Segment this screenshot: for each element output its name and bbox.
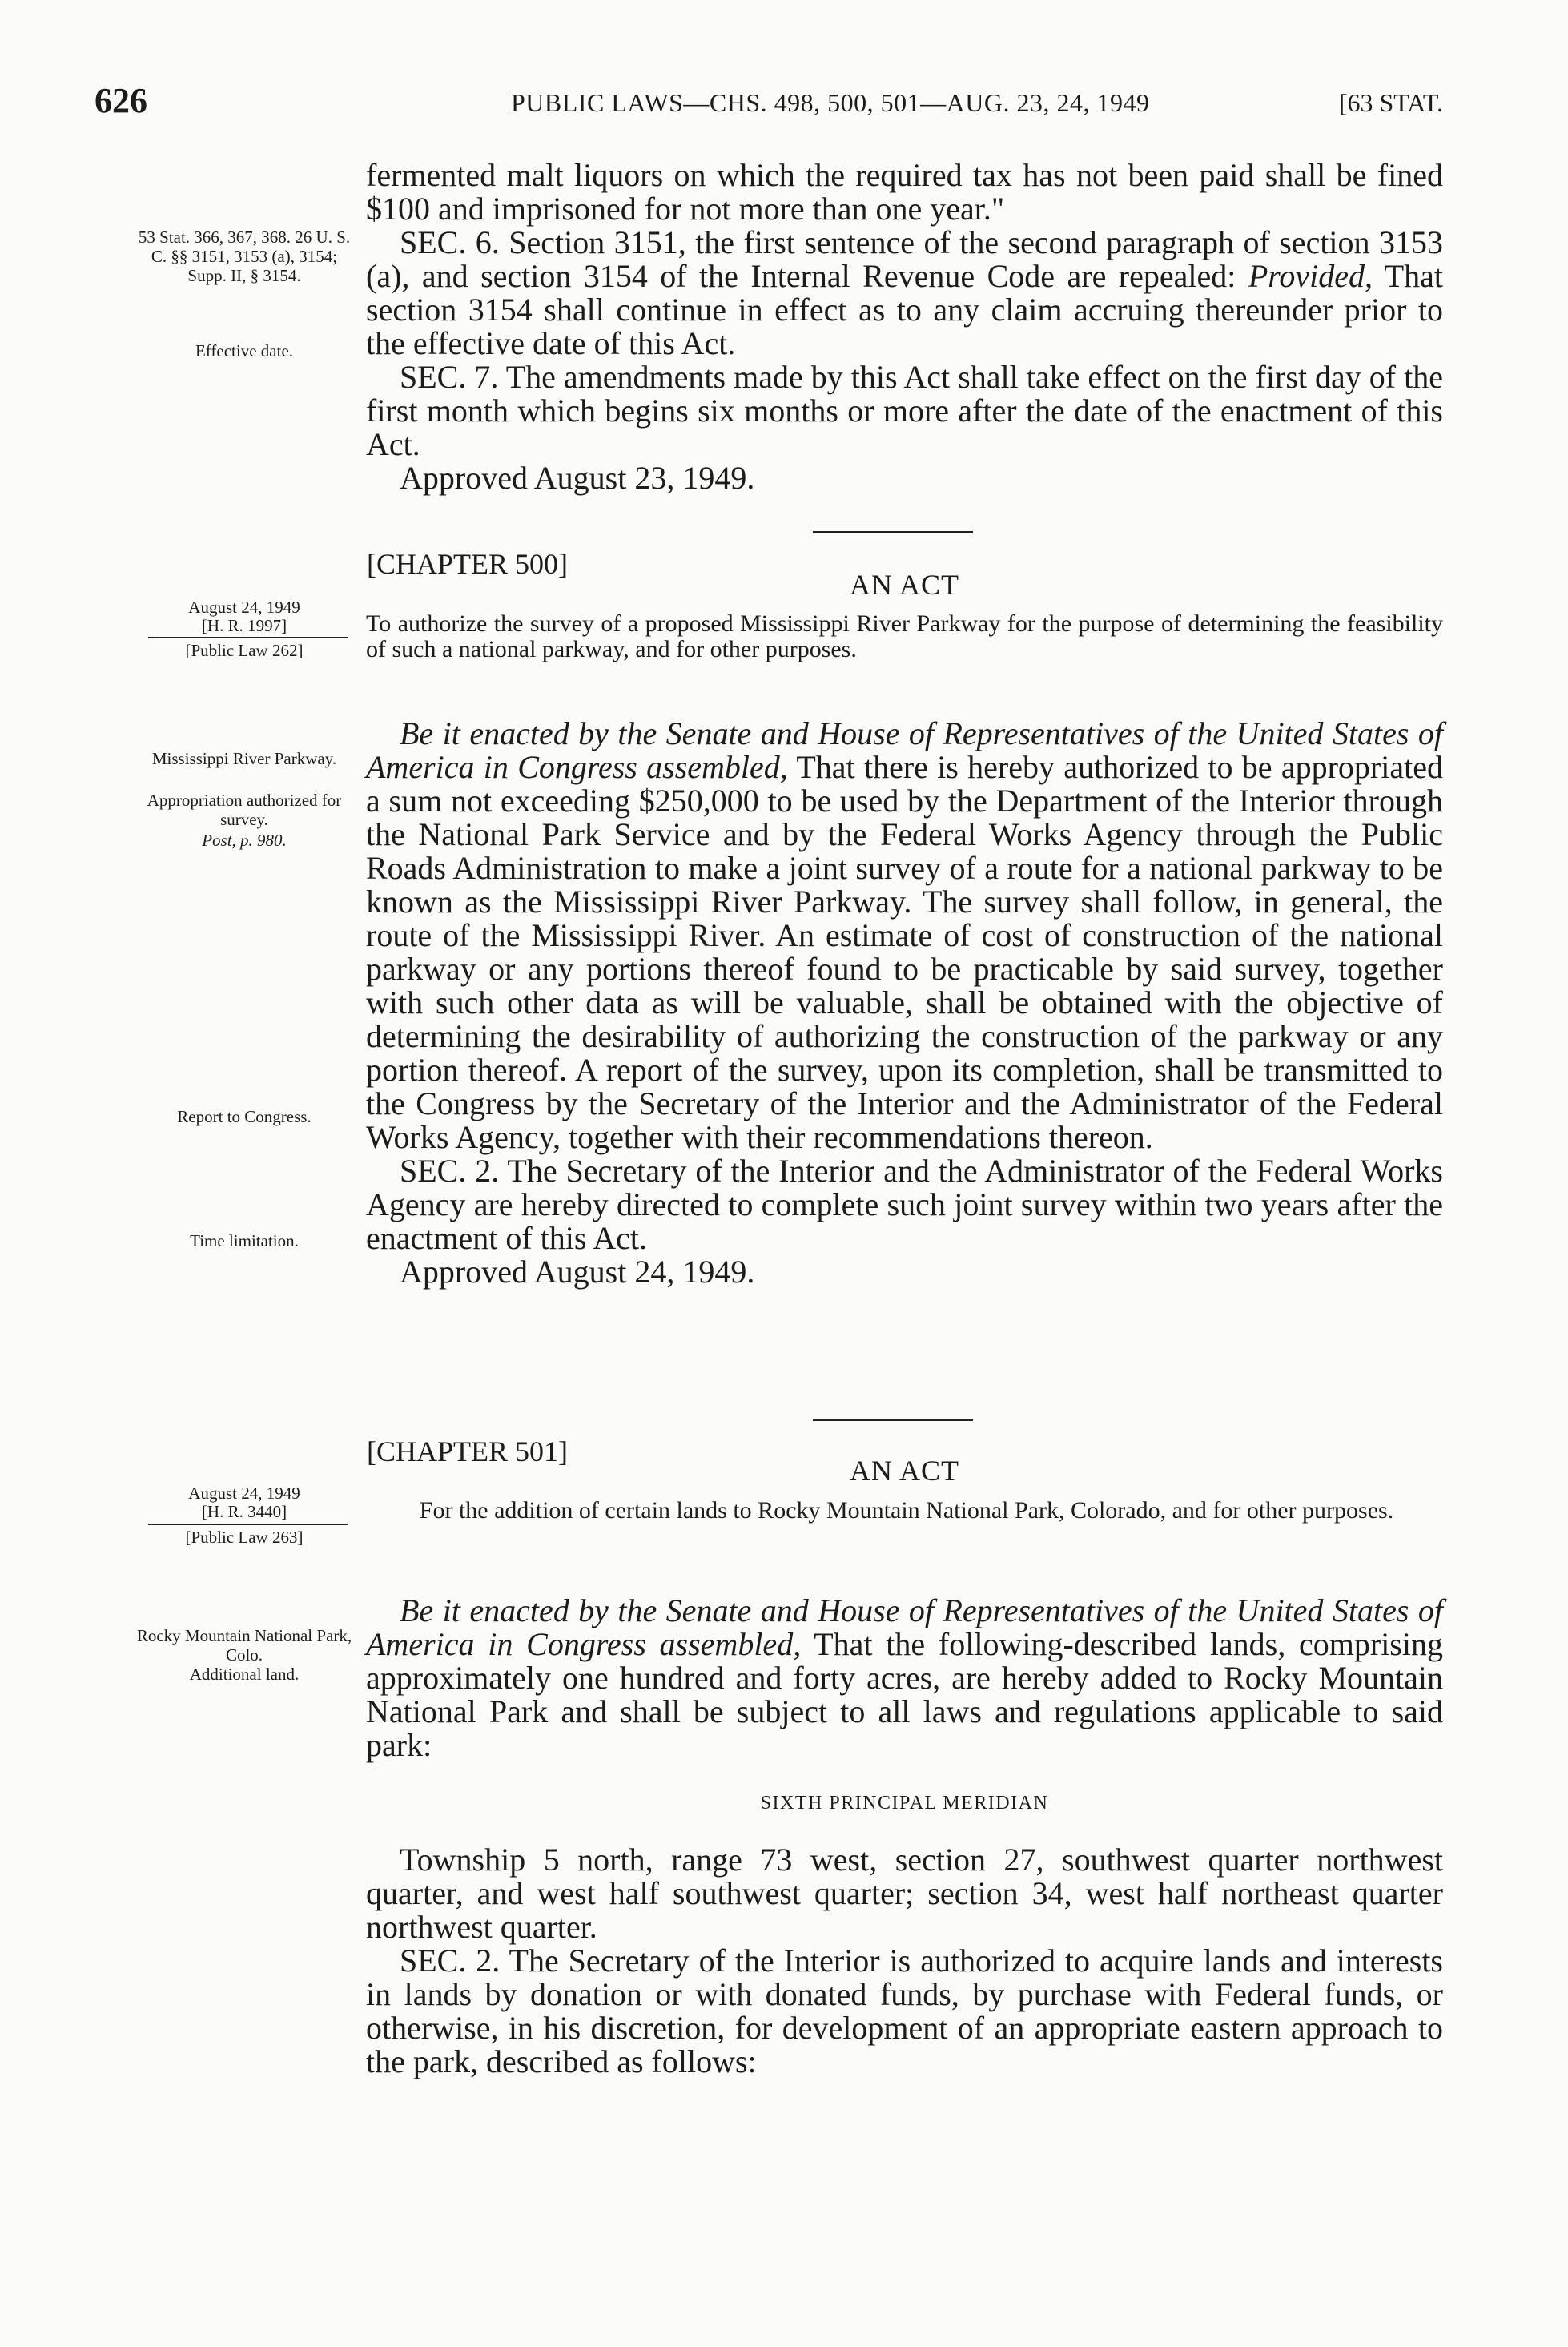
ch501-section-2 [366,1944,1443,2079]
an-act-501: AN ACT [849,1455,959,1487]
ch500-sec2-label: SEC. 2. [400,1153,500,1189]
sec7-label: SEC. 7. [400,359,499,395]
chapter-500-text [366,717,1443,1289]
ch500-section-2 [366,1154,1443,1255]
ch500-public-law: [Public Law 262] [185,641,304,660]
divider-ch501 [813,1419,973,1421]
margin-mississippi: Mississippi River Parkway. [151,749,337,768]
sec6-text-b: That section 3154 shall continue in effect as to any claim accruing thereunder prior to the effective date of this Act. [366,258,1444,361]
margin-report: Report to Congress. [177,1107,312,1126]
an-act-500: AN ACT [849,569,959,601]
sec6-label: SEC. 6. [400,224,500,260]
chapter-500-label: [CHAPTER 500] [367,548,568,580]
ch500-enacting-clause: Be it enacted by the Senate and House of Representatives of the United States of America in Congress assembled, [366,715,1443,785]
ch501-enacting [366,1594,1443,1762]
ch501-para-1: That the following-described lands, comprising approximately one hundred and forty acres, are hereby added to Rocky Mountain National Park and shall be subject to all laws and regulations applicable to said park: [366,1626,1443,1763]
ch500-title: To authorize the survey of a proposed Mississippi River Parkway for the purpose of determining the feasibility of such a national parkway, and for other purposes. [366,610,1443,662]
provided-term: Provided, [1248,258,1373,294]
approved-aug-24-500: Approved August 24, 1949. [400,1254,755,1290]
ch500-sec2-text: The Secretary of the Interior and the Administrator of the Federal Works Agency are hereby directed to complete such joint survey within two years after the enactment of this Act. [366,1153,1444,1256]
ch501-date: August 24, 1949 [188,1483,300,1503]
page-header [94,80,1443,128]
margin-effective-date: Effective date. [195,341,294,360]
margin-rocky-mountain: Rocky Mountain National Park, Colo. [136,1626,352,1665]
ch501-sec2-label: SEC. 2. [400,1942,501,1979]
chapter-501-label: [CHAPTER 501] [367,1435,568,1467]
margin-post: Post, p. 980. [202,831,287,850]
sec6-text-a: Section 3151, the first sentence of the second paragraph of section 3153 (a), and section 3154 of the Internal Revenue Code are repealed: [366,224,1443,294]
ch500-bill: [H. R. 1997] [201,616,287,635]
meridian-heading: SIXTH PRINCIPAL MERIDIAN [760,1793,1049,1814]
ch501-enacting-clause: Be it enacted by the Senate and House of Representatives of the United States of America in Congress assembled, [366,1592,1443,1662]
running-head: PUBLIC LAWS—CHS. 498, 500, 501—AUG. 23, 24, 1949 [511,88,1150,117]
divider-ch500 [813,531,973,533]
chapter-498-text [366,159,1443,495]
ch501-title: For the addition of certain lands to Rocky Mountain National Park, Colorado, and for other purposes. [419,1497,1394,1524]
ch500-note-rule [148,637,348,638]
ch500-para-1: That there is hereby authorized to be appropriated a sum not exceeding $250,000 to be used by the Department of the Interior through the National Park Service and by the Federal Works Agency through the Public Roads Administration to make a joint survey of a route for a national parkway to be known as the Mississippi River Parkway. The survey shall follow, in general, the route of the Mississippi River. An estimate of cost of construction of the national parkway or any portions thereof found to be practicable by said survey, together with such other data as will be valuable, shall be obtained with the objective of determining the desirability of authorizing the construction of the parkway or any portion thereof. A report of the survey, upon its completion, shall be transmitted to the Congress by the Secretary of the Interior and the Administrator of the Federal Works Agency, together with their recommendations thereon. [366,749,1443,1155]
township-description: Township 5 north, range 73 west, section 27, southwest quarter northwest quarter, and west half southwest quarter; section 34, west half northeast quarter northwest quarter. [366,1842,1443,1945]
ch501-bill: [H. R. 3440] [201,1502,287,1521]
ch501-note-rule [148,1524,348,1525]
page-number: 626 [94,81,147,120]
sec7-text: The amendments made by this Act shall take effect on the first day of the first month which begins six months or more after the date of the enactment of this Act. [366,359,1444,462]
section-6 [366,226,1443,360]
approved-aug-23: Approved August 23, 1949. [400,460,755,496]
volume-reference: [63 STAT. [1338,88,1443,117]
margin-time-limit: Time limitation. [190,1231,299,1250]
paragraph-fermented: fermented malt liquors on which the required tax has not been paid shall be fined $100 and imprisoned for not more than one year." [366,157,1443,227]
ch500-enacting [366,717,1443,1154]
ch501-public-law: [Public Law 263] [185,1528,304,1547]
chapter-501-text [366,1594,1443,2079]
section-7 [366,360,1443,461]
margin-appropriation: Appropriation authorized for survey. [147,791,342,829]
margin-citation: 53 Stat. 366, 367, 368. 26 U. S. C. §§ 3151, 3153 (a), 3154; Supp. II, § 3154. [138,227,351,285]
ch500-date: August 24, 1949 [188,598,300,617]
margin-additional-land: Additional land. [189,1665,300,1684]
ch501-sec2-text: The Secretary of the Interior is authorized to acquire lands and interests in lands by donation or with donated funds, by purchase with Federal funds, or otherwise, in his discretion, for development of an appropriate eastern approach to the park, described as follows: [366,1942,1444,2079]
